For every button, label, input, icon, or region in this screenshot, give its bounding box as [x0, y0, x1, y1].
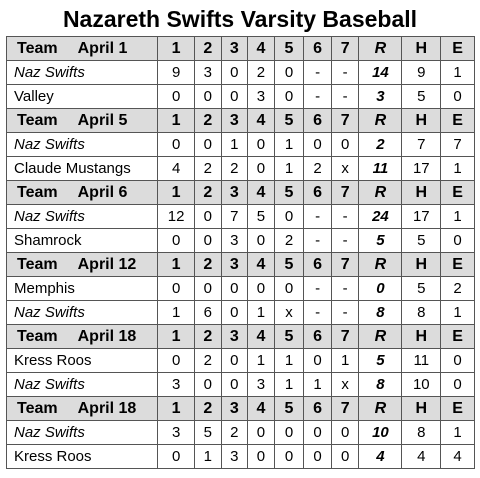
- team-header-cell: [7, 397, 158, 421]
- team-header-cell: [7, 109, 158, 133]
- inning-score: 0: [158, 229, 195, 253]
- errors-total: 1: [441, 157, 475, 181]
- errors-total: 1: [441, 421, 475, 445]
- inning-header: 3: [221, 397, 248, 421]
- inning-score: x: [331, 157, 359, 181]
- runs-total: 4: [359, 445, 402, 469]
- game-header-row: [7, 109, 475, 133]
- inning-score: 0: [331, 421, 359, 445]
- inning-score: 3: [248, 85, 275, 109]
- errors-header: E: [441, 37, 475, 61]
- team-row: [7, 349, 475, 373]
- inning-score: 2: [221, 421, 248, 445]
- inning-header: 6: [304, 181, 332, 205]
- game-header-row: [7, 325, 475, 349]
- inning-score: 1: [195, 445, 222, 469]
- inning-header: 3: [221, 253, 248, 277]
- game-header-row: [7, 397, 475, 421]
- inning-score: 0: [195, 205, 222, 229]
- game-header-row: [7, 37, 475, 61]
- team-header-cell: [7, 253, 158, 277]
- team-row: [7, 85, 475, 109]
- inning-score: 1: [274, 349, 304, 373]
- inning-header: 2: [195, 109, 222, 133]
- errors-total: 1: [441, 301, 475, 325]
- team-row: [7, 229, 475, 253]
- team-header-label: Team: [17, 183, 58, 201]
- inning-score: 5: [248, 205, 275, 229]
- inning-header: 4: [248, 253, 275, 277]
- game-date: April 18: [77, 399, 137, 417]
- inning-score: 3: [248, 373, 275, 397]
- team-name: Shamrock: [7, 229, 158, 253]
- hits-total: 8: [402, 421, 441, 445]
- inning-score: 0: [248, 277, 275, 301]
- inning-header: 6: [304, 397, 332, 421]
- inning-score: 0: [221, 277, 248, 301]
- inning-score: 0: [304, 133, 332, 157]
- inning-header: 7: [331, 325, 359, 349]
- team-name: Naz Swifts: [7, 301, 158, 325]
- team-row: [7, 61, 475, 85]
- hits-total: 9: [402, 61, 441, 85]
- runs-total: 24: [359, 205, 402, 229]
- inning-header: 1: [158, 109, 195, 133]
- inning-score: 1: [274, 157, 304, 181]
- inning-header: 6: [304, 109, 332, 133]
- inning-score: 0: [158, 133, 195, 157]
- runs-total: 5: [359, 229, 402, 253]
- inning-header: 3: [221, 181, 248, 205]
- inning-score: -: [304, 85, 332, 109]
- inning-header: 1: [158, 253, 195, 277]
- team-header-label: Team: [17, 39, 58, 57]
- inning-score: 0: [304, 421, 332, 445]
- inning-score: 0: [195, 277, 222, 301]
- inning-header: 6: [304, 253, 332, 277]
- inning-header: 5: [274, 397, 304, 421]
- team-name: Claude Mustangs: [7, 157, 158, 181]
- team-header-label: Team: [17, 255, 58, 273]
- inning-score: 1: [274, 133, 304, 157]
- inning-header: 3: [221, 37, 248, 61]
- team-row: [7, 205, 475, 229]
- inning-header: 2: [195, 253, 222, 277]
- runs-total: 3: [359, 85, 402, 109]
- inning-score: 0: [248, 421, 275, 445]
- inning-score: 0: [248, 133, 275, 157]
- inning-score: 1: [158, 301, 195, 325]
- team-row: [7, 133, 475, 157]
- team-name: Naz Swifts: [7, 61, 158, 85]
- errors-total: 4: [441, 445, 475, 469]
- inning-score: 3: [158, 421, 195, 445]
- errors-total: 0: [441, 229, 475, 253]
- errors-total: 0: [441, 85, 475, 109]
- inning-score: -: [331, 85, 359, 109]
- inning-score: 1: [274, 373, 304, 397]
- hits-total: 5: [402, 277, 441, 301]
- inning-score: 0: [248, 157, 275, 181]
- inning-score: -: [304, 301, 332, 325]
- errors-header: E: [441, 325, 475, 349]
- inning-header: 5: [274, 325, 304, 349]
- inning-header: 5: [274, 181, 304, 205]
- inning-score: 3: [158, 373, 195, 397]
- inning-score: 1: [248, 301, 275, 325]
- inning-score: -: [331, 229, 359, 253]
- team-header-cell: [7, 37, 158, 61]
- team-name: Kress Roos: [7, 349, 158, 373]
- inning-header: 3: [221, 325, 248, 349]
- inning-header: 7: [331, 109, 359, 133]
- runs-total: 2: [359, 133, 402, 157]
- team-header-cell: [7, 325, 158, 349]
- team-header-cell: [7, 181, 158, 205]
- inning-score: 0: [195, 229, 222, 253]
- inning-score: -: [331, 61, 359, 85]
- inning-score: 0: [274, 85, 304, 109]
- inning-header: 4: [248, 181, 275, 205]
- team-header-label: Team: [17, 399, 58, 417]
- inning-score: -: [331, 301, 359, 325]
- errors-total: 1: [441, 205, 475, 229]
- errors-total: 1: [441, 61, 475, 85]
- inning-header: 6: [304, 37, 332, 61]
- inning-score: 0: [195, 373, 222, 397]
- team-name: Naz Swifts: [7, 421, 158, 445]
- inning-score: 7: [221, 205, 248, 229]
- runs-header: R: [359, 37, 402, 61]
- game-header-row: [7, 253, 475, 277]
- inning-header: 5: [274, 253, 304, 277]
- inning-score: 3: [221, 445, 248, 469]
- team-name: Naz Swifts: [7, 133, 158, 157]
- game-date: April 1: [77, 39, 128, 57]
- runs-total: 0: [359, 277, 402, 301]
- hits-total: 5: [402, 85, 441, 109]
- hits-header: H: [402, 253, 441, 277]
- inning-header: 1: [158, 397, 195, 421]
- hits-total: 17: [402, 157, 441, 181]
- inning-score: -: [331, 205, 359, 229]
- inning-header: 7: [331, 181, 359, 205]
- page-title: Nazareth Swifts Varsity Baseball: [62, 6, 418, 32]
- hits-header: H: [402, 37, 441, 61]
- inning-header: 7: [331, 37, 359, 61]
- inning-header: 4: [248, 397, 275, 421]
- hits-total: 10: [402, 373, 441, 397]
- team-header-label: Team: [17, 327, 58, 345]
- inning-score: 1: [331, 349, 359, 373]
- inning-score: 2: [304, 157, 332, 181]
- inning-score: 0: [195, 85, 222, 109]
- inning-score: 0: [331, 445, 359, 469]
- scores-table: [6, 36, 475, 469]
- inning-score: x: [331, 373, 359, 397]
- game-header-row: [7, 181, 475, 205]
- inning-score: 0: [274, 421, 304, 445]
- errors-total: 7: [441, 133, 475, 157]
- hits-header: H: [402, 109, 441, 133]
- inning-score: -: [304, 229, 332, 253]
- inning-score: 4: [158, 157, 195, 181]
- inning-header: 1: [158, 181, 195, 205]
- inning-score: 0: [221, 85, 248, 109]
- inning-header: 6: [304, 325, 332, 349]
- inning-score: 0: [158, 445, 195, 469]
- team-row: [7, 277, 475, 301]
- inning-score: 9: [158, 61, 195, 85]
- inning-score: 2: [195, 349, 222, 373]
- inning-score: 1: [248, 349, 275, 373]
- runs-total: 14: [359, 61, 402, 85]
- inning-score: 2: [195, 157, 222, 181]
- inning-score: -: [304, 61, 332, 85]
- team-name: Naz Swifts: [7, 373, 158, 397]
- game-date: April 18: [77, 327, 137, 345]
- runs-total: 5: [359, 349, 402, 373]
- inning-score: 1: [304, 373, 332, 397]
- inning-score: 0: [221, 61, 248, 85]
- inning-header: 4: [248, 109, 275, 133]
- inning-header: 5: [274, 109, 304, 133]
- runs-total: 10: [359, 421, 402, 445]
- team-row: [7, 301, 475, 325]
- runs-total: 11: [359, 157, 402, 181]
- inning-score: -: [304, 205, 332, 229]
- game-date: April 12: [77, 255, 137, 273]
- hits-total: 5: [402, 229, 441, 253]
- runs-header: R: [359, 181, 402, 205]
- errors-total: 0: [441, 373, 475, 397]
- inning-header: 5: [274, 37, 304, 61]
- inning-score: 0: [274, 61, 304, 85]
- runs-header: R: [359, 109, 402, 133]
- errors-header: E: [441, 109, 475, 133]
- inning-header: 3: [221, 109, 248, 133]
- hits-header: H: [402, 181, 441, 205]
- inning-header: 2: [195, 37, 222, 61]
- inning-header: 7: [331, 397, 359, 421]
- game-date: April 5: [77, 111, 128, 129]
- runs-total: 8: [359, 373, 402, 397]
- team-name: Memphis: [7, 277, 158, 301]
- inning-score: 0: [195, 133, 222, 157]
- inning-score: 3: [221, 229, 248, 253]
- inning-header: 4: [248, 37, 275, 61]
- errors-header: E: [441, 181, 475, 205]
- runs-header: R: [359, 325, 402, 349]
- inning-score: 0: [221, 349, 248, 373]
- inning-header: 2: [195, 397, 222, 421]
- errors-total: 0: [441, 349, 475, 373]
- team-row: [7, 373, 475, 397]
- inning-score: 0: [304, 349, 332, 373]
- team-name: Naz Swifts: [7, 205, 158, 229]
- inning-score: 0: [158, 277, 195, 301]
- errors-header: E: [441, 397, 475, 421]
- inning-score: 0: [304, 445, 332, 469]
- inning-header: 1: [158, 37, 195, 61]
- inning-score: 0: [274, 277, 304, 301]
- hits-header: H: [402, 397, 441, 421]
- team-row: [7, 445, 475, 469]
- inning-score: x: [274, 301, 304, 325]
- inning-score: 1: [221, 133, 248, 157]
- runs-header: R: [359, 253, 402, 277]
- inning-score: 0: [221, 301, 248, 325]
- inning-score: 0: [274, 205, 304, 229]
- inning-header: 1: [158, 325, 195, 349]
- inning-score: 0: [158, 349, 195, 373]
- hits-total: 17: [402, 205, 441, 229]
- inning-score: 5: [195, 421, 222, 445]
- hits-total: 8: [402, 301, 441, 325]
- inning-score: 0: [158, 85, 195, 109]
- team-name: Kress Roos: [7, 445, 158, 469]
- hits-total: 7: [402, 133, 441, 157]
- inning-header: 7: [331, 253, 359, 277]
- inning-header: 2: [195, 181, 222, 205]
- inning-score: 0: [331, 133, 359, 157]
- team-header-label: Team: [17, 111, 58, 129]
- inning-header: 4: [248, 325, 275, 349]
- inning-score: -: [331, 277, 359, 301]
- inning-score: 2: [248, 61, 275, 85]
- inning-score: 6: [195, 301, 222, 325]
- inning-score: 2: [274, 229, 304, 253]
- runs-total: 8: [359, 301, 402, 325]
- hits-total: 11: [402, 349, 441, 373]
- inning-score: 0: [221, 373, 248, 397]
- team-row: [7, 157, 475, 181]
- inning-score: 0: [248, 229, 275, 253]
- game-date: April 6: [77, 183, 128, 201]
- errors-header: E: [441, 253, 475, 277]
- inning-score: -: [304, 277, 332, 301]
- inning-score: 12: [158, 205, 195, 229]
- inning-score: 2: [221, 157, 248, 181]
- team-row: [7, 421, 475, 445]
- inning-score: 3: [195, 61, 222, 85]
- team-name: Valley: [7, 85, 158, 109]
- inning-header: 2: [195, 325, 222, 349]
- inning-score: 0: [274, 445, 304, 469]
- hits-header: H: [402, 325, 441, 349]
- errors-total: 2: [441, 277, 475, 301]
- inning-score: 0: [248, 445, 275, 469]
- hits-total: 4: [402, 445, 441, 469]
- runs-header: R: [359, 397, 402, 421]
